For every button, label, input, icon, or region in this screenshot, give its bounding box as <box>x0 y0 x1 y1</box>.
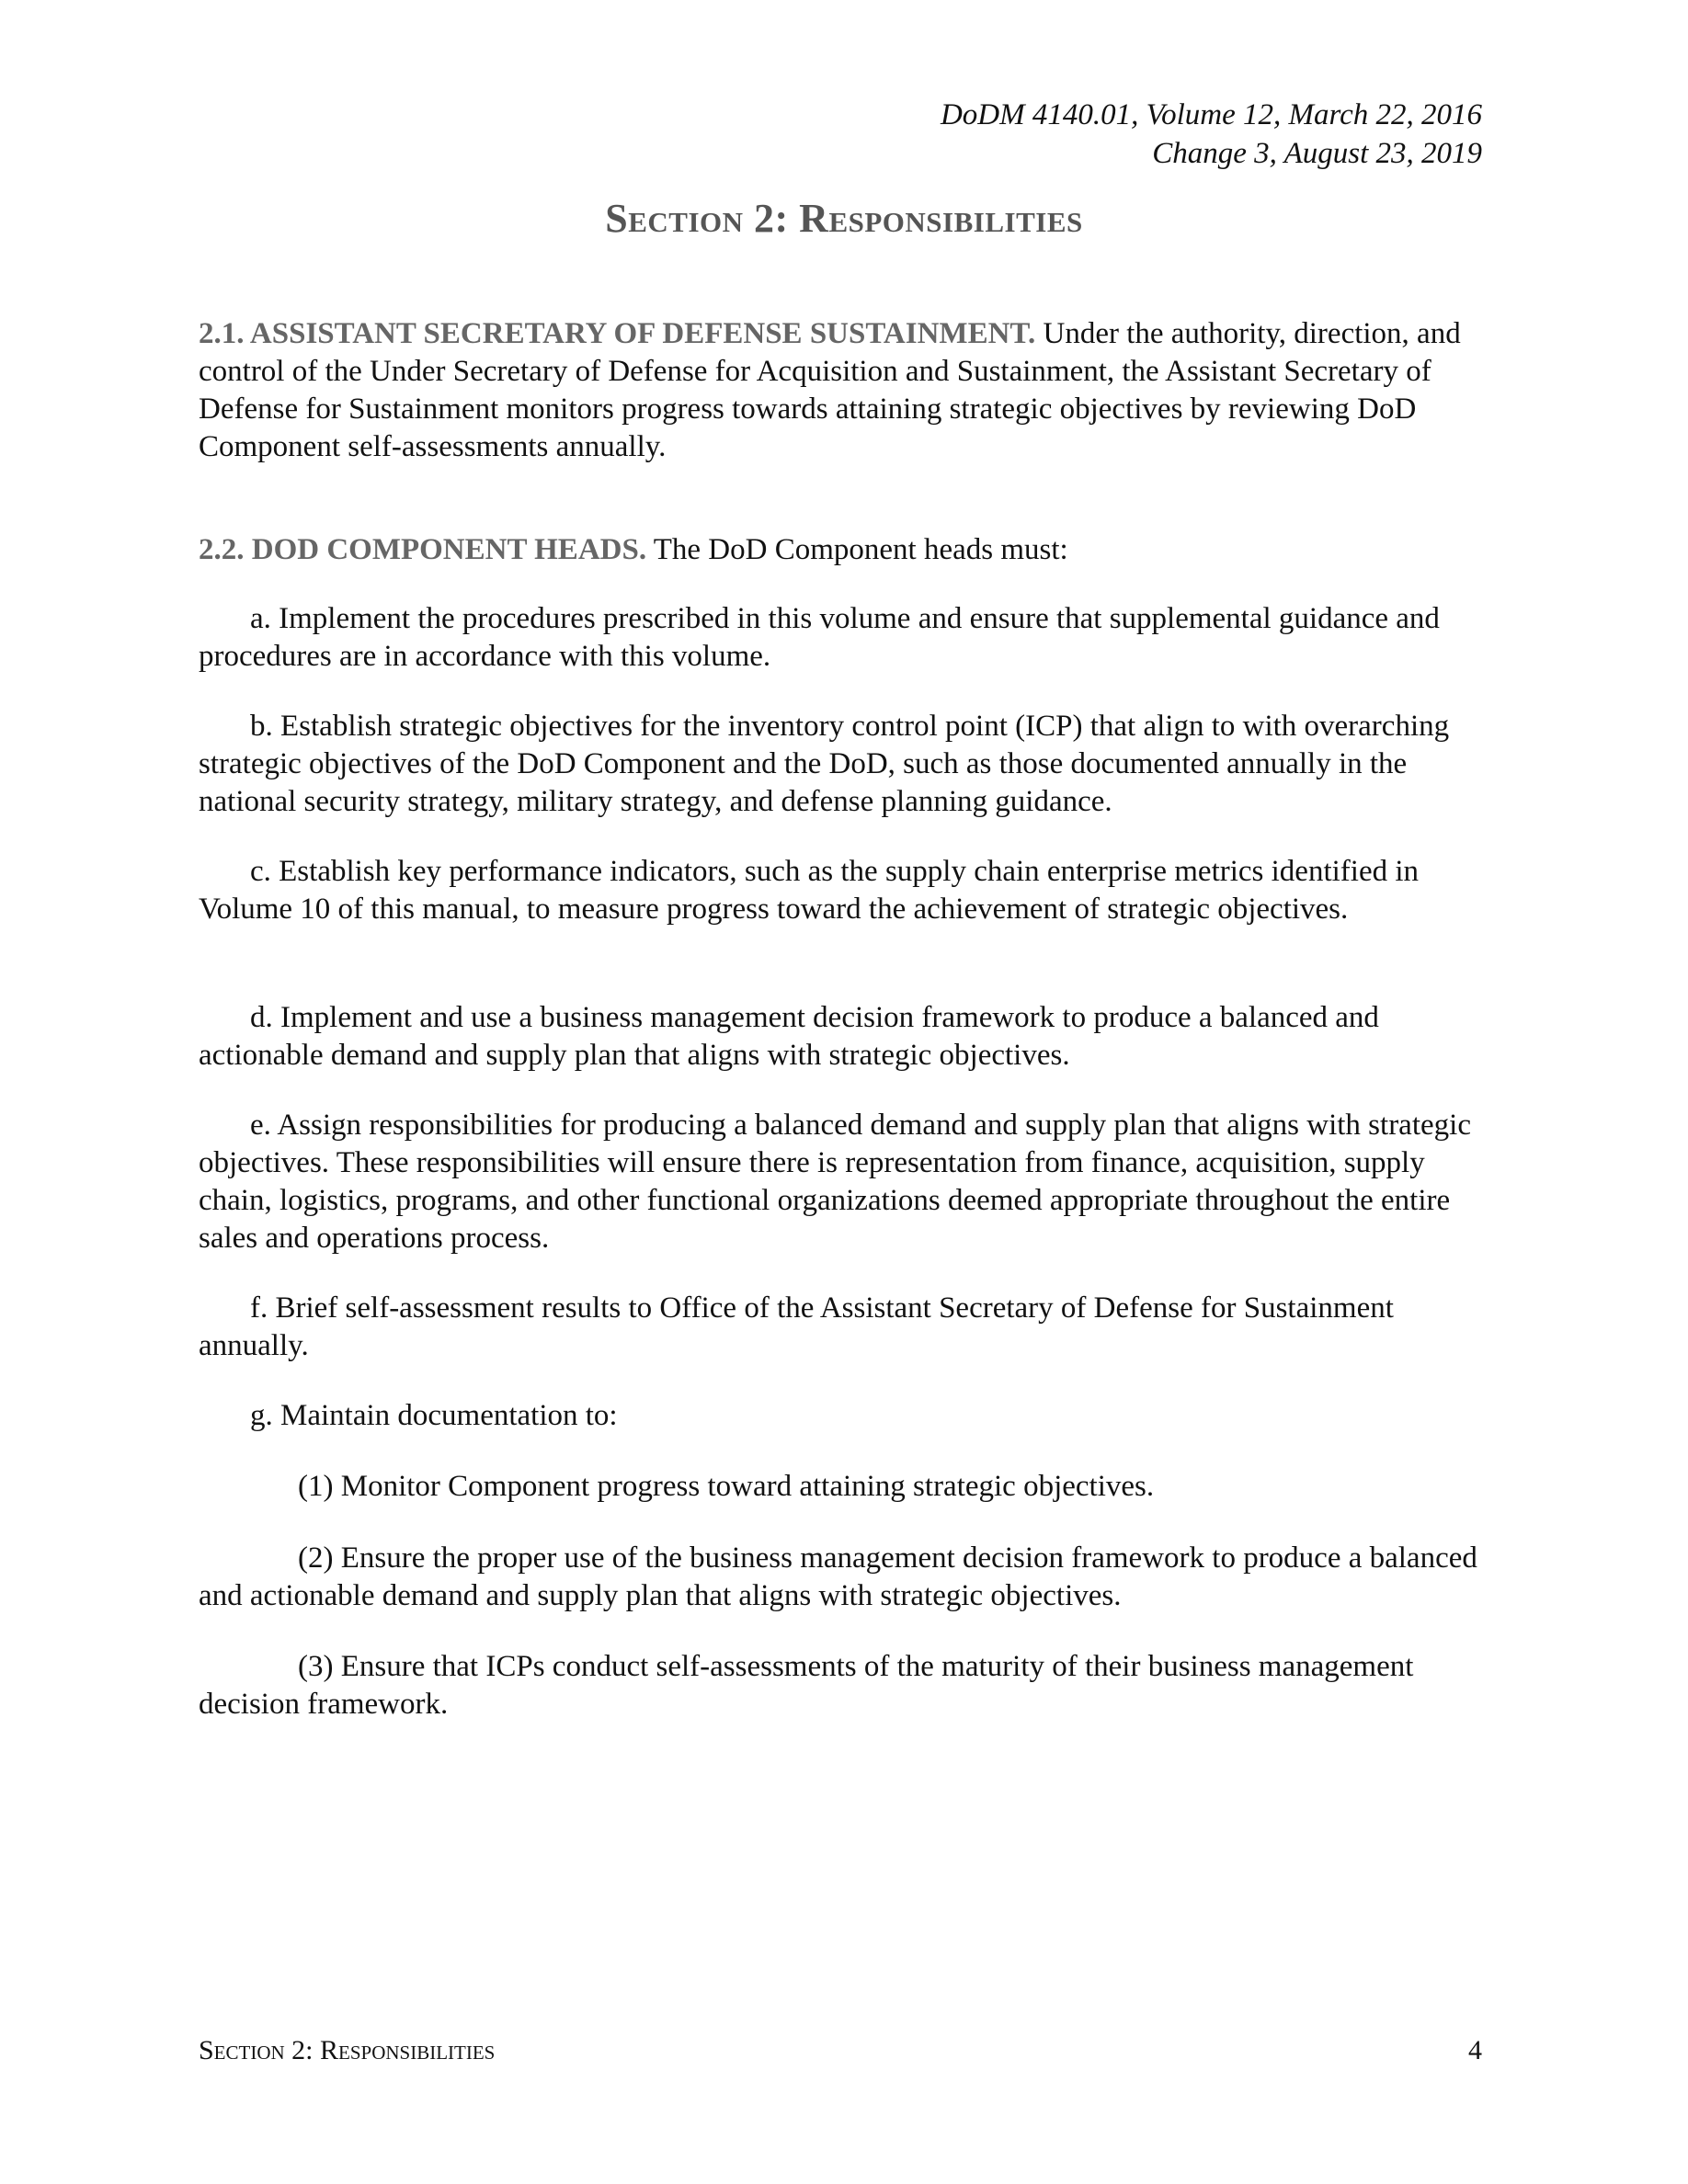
paragraph-2-1-heading: 2.1. ASSISTANT SECRETARY OF DEFENSE SUSTAINMENT. <box>199 317 1036 350</box>
item-g-2 <box>199 1540 1491 1615</box>
item-f <box>199 1290 1491 1365</box>
item-a-text: a. Implement the procedures prescribed in this volume and ensure that supplemental guidance and procedures are in accordance with this volume. <box>199 602 1440 673</box>
item-e-text: e. Assign responsibilities for producing a balanced demand and supply plan that aligns with strategic objectives. These responsibilities will ensure there is representation from finance, acquisition, supply chain, logistics, programs, and other functional organizations deemed appropriate throughout the entire sales and operations process. <box>199 1109 1471 1255</box>
item-g-3-text: (3) Ensure that ICPs conduct self-assessments of the maturity of their business management decision framework. <box>199 1650 1414 1721</box>
section-title: Section 2: Responsibilities <box>605 196 1083 241</box>
item-b-text: b. Establish strategic objectives for the inventory control point (ICP) that align to with overarching strategic objectives of the DoD Component and the DoD, such as those documented annually in the national security strategy, military strategy, and defense planning guidance. <box>199 710 1450 818</box>
header-line-1: DoDM 4140.01, Volume 12, March 22, 2016 <box>940 98 1482 131</box>
item-g <box>199 1397 1491 1435</box>
item-g-2-text: (2) Ensure the proper use of the business management decision framework to produce a balanced and actionable demand and supply plan that aligns with strategic objectives. <box>199 1541 1477 1612</box>
paragraph-2-1 <box>199 315 1491 466</box>
page-number: 4 <box>1468 2035 1482 2065</box>
item-c-text: c. Establish key performance indicators, such as the supply chain enterprise metrics identified in Volume 10 of this manual, to measure progress toward the achievement of strategic objectives. <box>199 855 1420 926</box>
paragraph-2-2 <box>199 531 1491 569</box>
item-g-3 <box>199 1648 1491 1723</box>
document-footer <box>199 2035 1482 2066</box>
header-line-2: Change 3, August 23, 2019 <box>1152 137 1482 170</box>
paragraph-2-1-text: Under the authority, direction, and control of the Under Secretary of Defense for Acquisition and Sustainment, the Assistant Secretary of Defense for Sustainment monitors progress towards attaining strategic objectives by reviewing DoD Component self-assessments annually. <box>199 317 1461 463</box>
item-d-text: d. Implement and use a business management decision framework to produce a balanced and actionable demand and supply plan that aligns with strategic objectives. <box>199 1001 1379 1072</box>
item-d <box>199 999 1491 1075</box>
paragraph-2-2-text: The DoD Component heads must: <box>646 533 1068 566</box>
paragraph-2-2-heading: 2.2. DOD COMPONENT HEADS. <box>199 533 647 566</box>
item-c <box>199 853 1491 928</box>
item-a <box>199 600 1491 676</box>
item-g-1-text: (1) Monitor Component progress toward attaining strategic objectives. <box>298 1470 1155 1503</box>
footer-section-label: Section 2: Responsibilities <box>199 2035 496 2065</box>
item-g-text: g. Maintain documentation to: <box>250 1399 618 1432</box>
document-header <box>941 96 1482 173</box>
item-g-1 <box>199 1468 1491 1506</box>
item-e <box>199 1107 1491 1257</box>
item-f-text: f. Brief self-assessment results to Office of the Assistant Secretary of Defense for Sustainment annually. <box>199 1291 1394 1362</box>
item-b <box>199 708 1491 821</box>
